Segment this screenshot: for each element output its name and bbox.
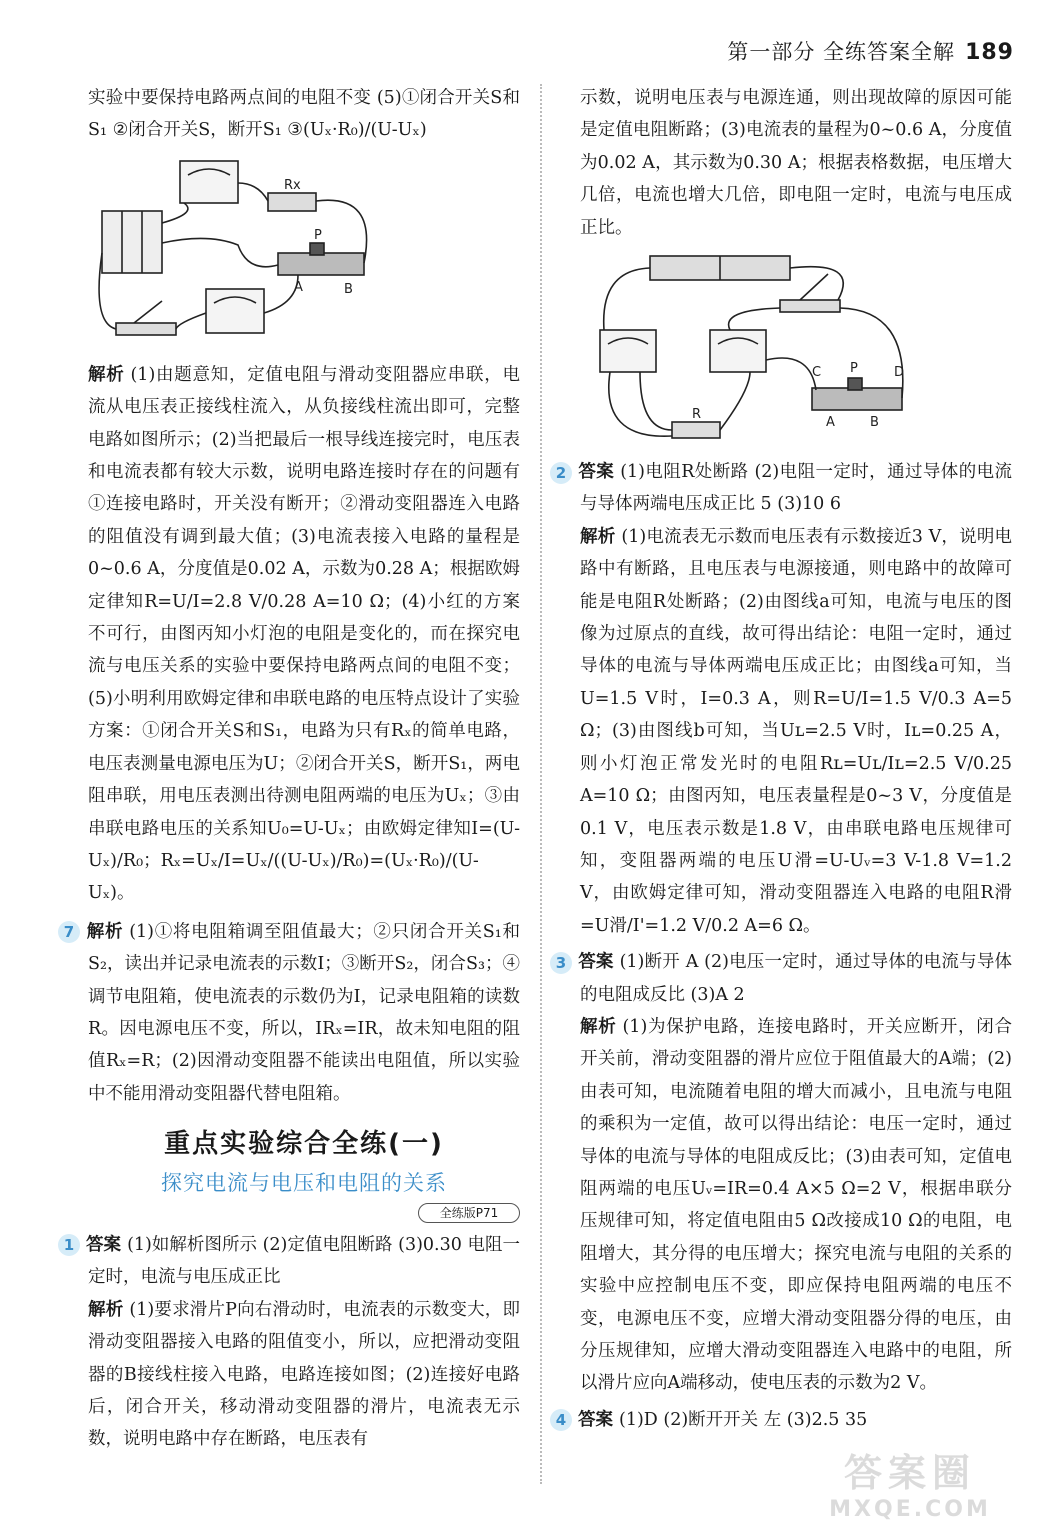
label-r: R (692, 407, 702, 423)
left-analysis: 解析 (1)由题意知，定值电阻与滑动变阻器应串联，电流从电压表正接线柱流入，从负接线柱流出即可，完整电路如图所示；(2)当把最后一根导线连接完时，电压表和电流表都有较大示数，说明电路连接时存在的问题有①连接电路时，开关没有断开；②滑动变阻器连入电路的阻值没有调到最大值；(3)电流表接入电路的量程是0~0.6 A，分度值是0.02 A，示数为0.28 A；根据欧姆定律知R=U/I=2.8 V/0.28 A=10 Ω；(4)小红的方案不可行，由图丙知小灯泡的电阻是变化的，而在探究电流与电压关系的实验中要保持电路两点间的电阻不变；(5)小明利用欧姆定律和串联电路的电压特点设计了实验方案：①闭合开关S和S₁，电路为只有Rₓ的简单电路，电压表测量电源电压为U；②闭合开关S，断开S₁，两电阻串联，用电压表测出待测电阻两端的电压为Uₓ；③由串联电路电压的关系知U₀=U-Uₓ；由欧姆定律知I=(U-Uₓ)/R₀；Rₓ=Uₓ/I=Uₓ/((U-Uₓ)/R₀)=(Uₓ·R₀)/(U-Uₓ)。 (88, 364, 521, 904)
answer-label: 答案 (578, 462, 615, 483)
page-header (727, 36, 1014, 66)
question-3-analysis: 解析 (1)为保护电路，连接电路时，开关应断开，闭合开关前，滑动变阻器的滑片应位于阻值最大的A端；(2)由表可知，电流随着电阻的增大而减小，且电流与电阻的乘积为一定值，故可以得出结论：电压一定时，通过导体的电流与导体的电阻成反比；(3)由表可知，定值电阻两端的电压Uᵥ=IR=0.4 A×5 Ω=2 V，根据串联分压规律可知，将定值电阻由5 Ω改接成10 Ω的电阻，电阻增大，其分得的电压增大；探究电流与电阻的关系的实验中应控制电压不变，即应保持电阻两端的电压不变，电源电压不变，应增大滑动变阻器分得的电压，由分压规律知，应增大滑动变阻器连入电路中的电阻，所以滑片应向A端移动，使电压表的示数为2 V。 (580, 1016, 1013, 1394)
question-1-analysis: 解析 (1)要求滑片P向右滑动时，电流表的示数变大，即滑动变阻器接入电路的阻值变小，所以，应把滑动变阻器的B接线柱接入电路，电路连接如图；(2)连接好电路后，闭合开关，移动滑动变阻器的滑片，电流表无示数，说明电路中存在断路，电压表有 (88, 1299, 521, 1450)
analysis-label: 解析 (86, 921, 124, 942)
answer-label: 答案 (578, 952, 614, 973)
analysis-label: 解析 (88, 1299, 124, 1320)
label-b: B (870, 415, 879, 431)
page-number: 189 (965, 40, 1014, 65)
label-d: D (894, 365, 905, 381)
question-4-answer: 4 答案 (1)D (2)断开开关 左 (3)2.5 35 (580, 1404, 1012, 1436)
answer-label: 答案 (86, 1234, 122, 1255)
answer-label: 答案 (578, 1409, 613, 1430)
page-reference-badge: 全练版P71 (418, 1203, 520, 1223)
column-divider (540, 84, 542, 1484)
header-part: 第一部分 全练答案全解 (727, 40, 956, 64)
watermark-logo: 答案圈 MXQE.COM (829, 1451, 991, 1522)
left-continued-answer: 实验中要保持电路两点间的电阻不变 (5)①闭合开关S和S₁ ②闭合开关S，断开S₁ ③(Uₓ·R₀)/(U-Uₓ) (88, 88, 520, 141)
question-2-answer: 2 答案 (1)电阻R处断路 (2)电阻一定时，通过导体的电流与导体两端电压成正比 5 (3)10 6 (580, 456, 1012, 521)
label-p: P (850, 361, 858, 377)
section-title: 重点实验综合全练(一) (164, 1129, 444, 1160)
left-column (63, 82, 521, 1456)
section-subtitle: 探究电流与电压和电阻的关系 (161, 1170, 447, 1195)
question-number-badge: 1 (58, 1234, 80, 1256)
label-a: A (294, 279, 303, 295)
label-a: A (826, 415, 835, 431)
analysis-label: 解析 (580, 1016, 617, 1037)
circuit-figure-2 (580, 250, 910, 450)
right-column (555, 82, 1013, 1436)
question-1-answer: 1 答案 (1)如解析图所示 (2)定值电阻断路 (3)0.30 电阻一定时，电流与电压成正比 (88, 1229, 520, 1294)
analysis-label: 解析 (580, 526, 616, 547)
question-number-badge: 4 (550, 1409, 572, 1431)
right-continued-analysis: 示数，说明电压表与电源连通，则出现故障的原因可能是定值电阻断路；(3)电流表的量程为0~0.6 A，分度值为0.02 A，其示数为0.30 A；根据表格数据，电压增大几倍，电流也增大几倍，即电阻一定时，电流与电压成正比。 (580, 88, 1012, 238)
question-number-badge: 7 (58, 921, 80, 943)
question-2-analysis: 解析 (1)电流表无示数而电压表有示数接近3 V，说明电路中有断路，且电压表与电源接通，则电路中的故障可能是电阻R处断路；(2)由图线a可知，电流与电压的图像为过原点的直线，故可得出结论：电阻一定时，通过导体的电流与导体两端电压成正比；由图线a可知，当U=1.5 V时，I=0.3 A，则R=U/I=1.5 V/0.3 A=5 Ω；(3)由图线b可知，当Uʟ=2.5 V时，Iʟ=0.25 A，则小灯泡正常发光时的电阻Rʟ=Uʟ/Iʟ=2.5 V/0.25 A=10 Ω；由图丙知，电压表量程是0~3 V，分度值是0.1 V，电压表示数是1.8 V，由串联电路电压规律可知，变阻器两端的电压U滑=U-Uᵥ=3 V-1.8 V=1.2 V，由欧姆定律可知，滑动变阻器连入电路的电阻R滑=U滑/I'=1.2 V/0.2 A=6 Ω。 (580, 526, 1013, 936)
question-3-answer: 3 答案 (1)断开 A (2)电压一定时，通过导体的电流与导体的电阻成反比 (3)A 2 (580, 946, 1012, 1011)
question-number-badge: 3 (550, 952, 572, 974)
analysis-label: 解析 (88, 364, 125, 385)
label-p: P (314, 227, 322, 243)
circuit-figure-1 (88, 153, 388, 353)
label-rx: Rx (284, 177, 301, 193)
label-c: C (812, 365, 822, 381)
label-b: B (344, 281, 353, 297)
question-number-badge: 2 (550, 462, 572, 484)
question-7: 7 解析 (1)①将电阻箱调至阻值最大；②只闭合开关S₁和S₂，读出并记录电流表的示数I；③断开S₂，闭合S₃；④调节电阻箱，使电流表的示数仍为I，记录电阻箱的读数R。因电源电压不变，所以，IRₓ=IR，故未知电阻的阻值Rₓ=R；(2)因滑动变阻器不能读出电阻值，所以实验中不能用滑动变阻器代替电阻箱。 (88, 916, 520, 1110)
